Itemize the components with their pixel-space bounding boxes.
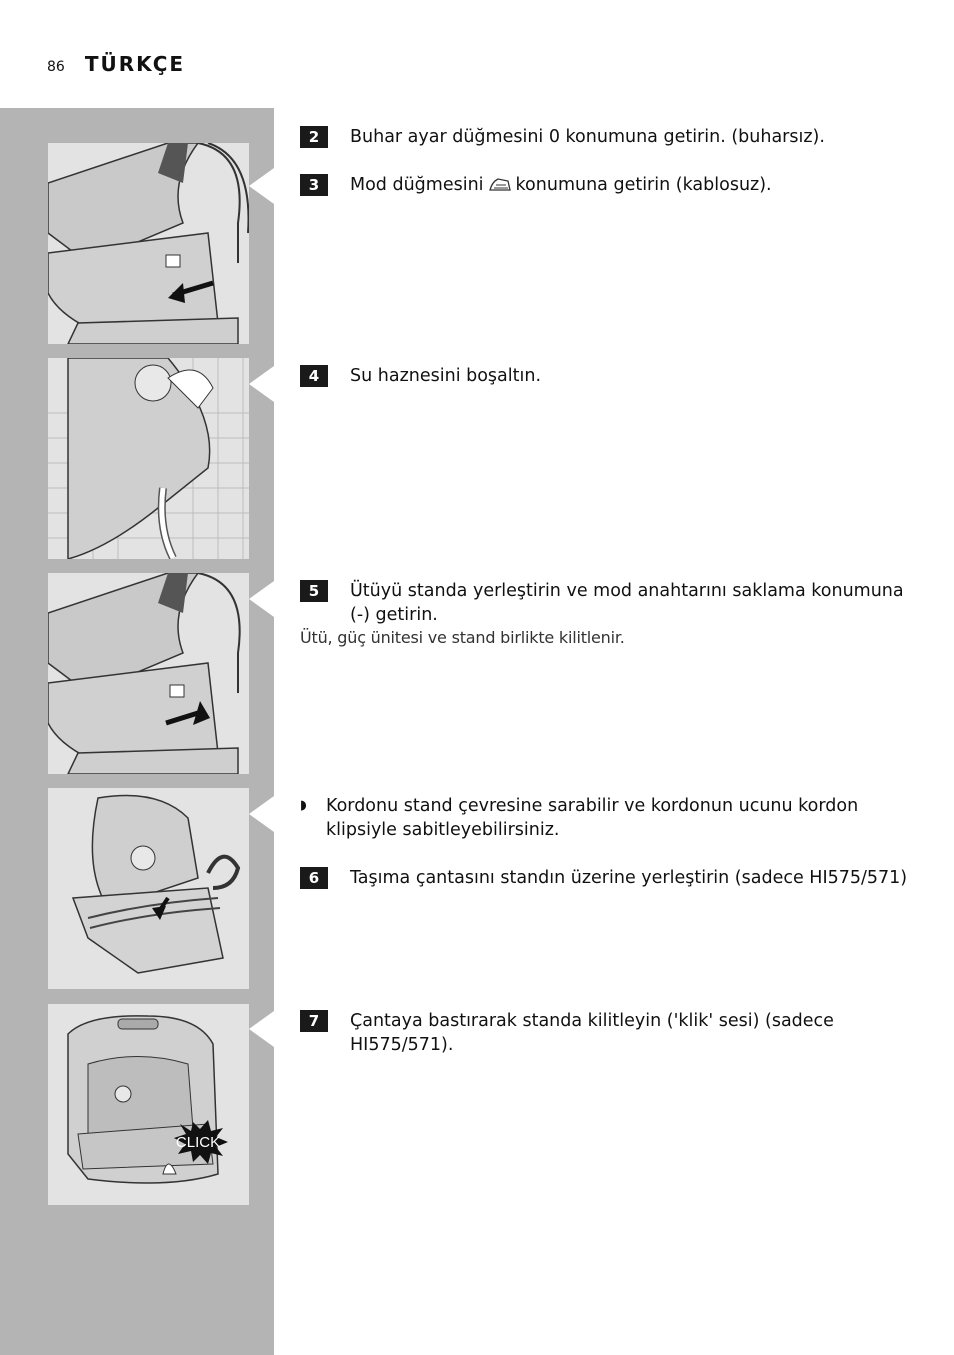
- step-number: 3: [300, 174, 328, 196]
- step-number: 6: [300, 867, 328, 889]
- step-text: Çantaya bastırarak standa kilitleyin ('klik' sesi) (sadece HI575/571).: [350, 1011, 834, 1055]
- illustration-mode-switch-right: [48, 573, 249, 774]
- panel-pointer: [249, 168, 274, 204]
- step-4: [300, 364, 910, 388]
- step-3: [300, 173, 910, 197]
- step-text: Mod düğmesini konumuna getirin (kablosuz).: [350, 175, 772, 195]
- step-number: 2: [300, 126, 328, 148]
- step-6: [300, 866, 910, 890]
- step-text: Taşıma çantasını standın üzerine yerleştirin (sadece HI575/571): [350, 868, 908, 888]
- illustration-mode-switch-left: [48, 143, 249, 344]
- illustration-cord-wrap: [48, 788, 249, 989]
- step-2: [300, 125, 910, 149]
- step-text: Buhar ayar düğmesini 0 konumuna getirin. (buharsız).: [350, 127, 825, 147]
- click-label: CLICK: [175, 1134, 221, 1151]
- panel-pointer: [249, 796, 274, 832]
- bullet-text: Kordonu stand çevresine sarabilir ve kordonun ucunu kordon klipsiyle sabitleyebilirsiniz.: [326, 796, 859, 840]
- step-text: Su haznesini boşaltın.: [350, 366, 542, 386]
- step-number: 7: [300, 1010, 328, 1032]
- step-5: [300, 579, 910, 627]
- page-number: 86: [47, 59, 65, 75]
- language-title: TÜRKÇE: [84, 52, 186, 76]
- step-number: 4: [300, 365, 328, 387]
- panel-pointer: [249, 581, 274, 617]
- bullet-cord-tip: [300, 794, 910, 842]
- step-number: 5: [300, 580, 328, 602]
- step-text: Ütüyü standa yerleştirin ve mod anahtarını saklama konumuna (-) getirin.: [350, 581, 904, 625]
- cordless-iron-icon: [488, 177, 512, 193]
- step-7: [300, 1009, 910, 1057]
- illustration-empty-tank: [48, 358, 249, 559]
- bullet-mark: ◗: [300, 798, 307, 813]
- illustration-carry-case-click: [48, 1004, 249, 1205]
- step-5-note: Ütü, güç ünitesi ve stand birlikte kilitlenir.: [300, 628, 625, 647]
- page-header: [47, 52, 185, 78]
- panel-pointer: [249, 1011, 274, 1047]
- panel-pointer: [249, 366, 274, 402]
